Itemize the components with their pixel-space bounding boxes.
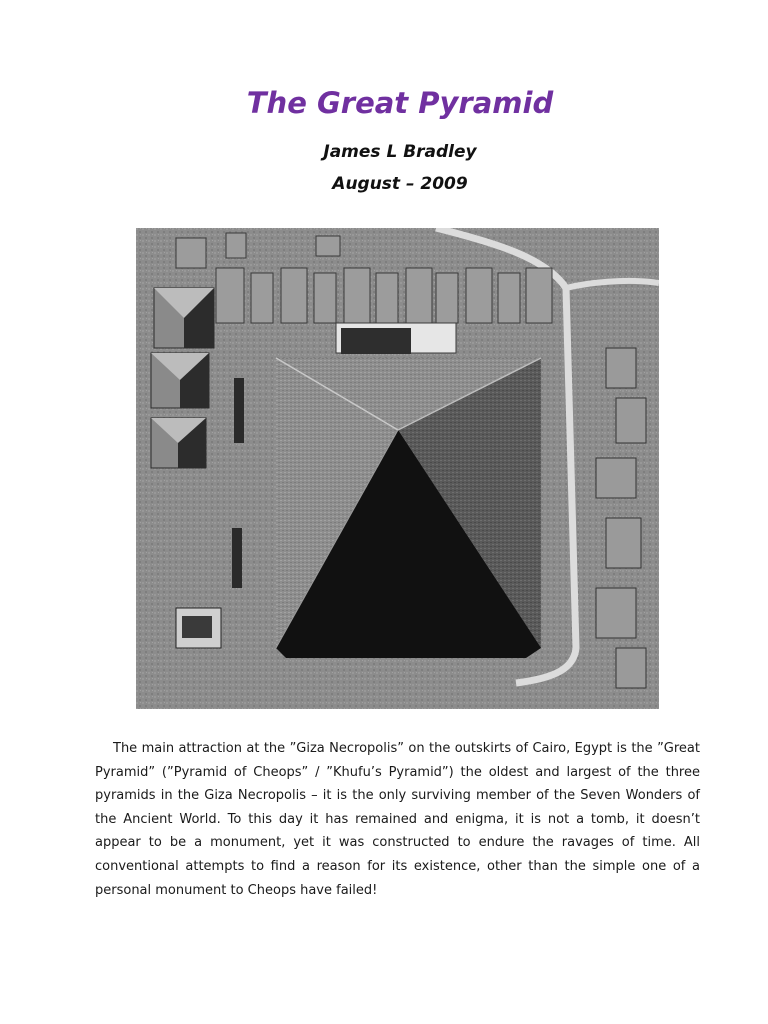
pyramid-aerial-photo [136,228,659,709]
document-title: The Great Pyramid [246,86,554,120]
document-date: August – 2009 [332,174,468,194]
document-author: James L Bradley [323,142,477,162]
intro-paragraph: The main attraction at the ”Giza Necropolis” on the outskirts of Cairo, Egypt is the ”Great Pyramid” (”Pyramid of Cheops” / ”Khufu’s Pyramid”) the oldest and largest of the three pyramids in the Giza Necropolis – it is the only surviving member of the Seven Wonders of the Ancient World. To this day it has remained and enigma, it is not a tomb, it doesn’t appear to be a monument, yet it was constructed to endure the ravages of time. All conventional attempts to find a reason for its existence, other than the simple one of a personal monument to Cheops have failed! [95,741,700,898]
pyramid-aerial-image [136,228,659,709]
